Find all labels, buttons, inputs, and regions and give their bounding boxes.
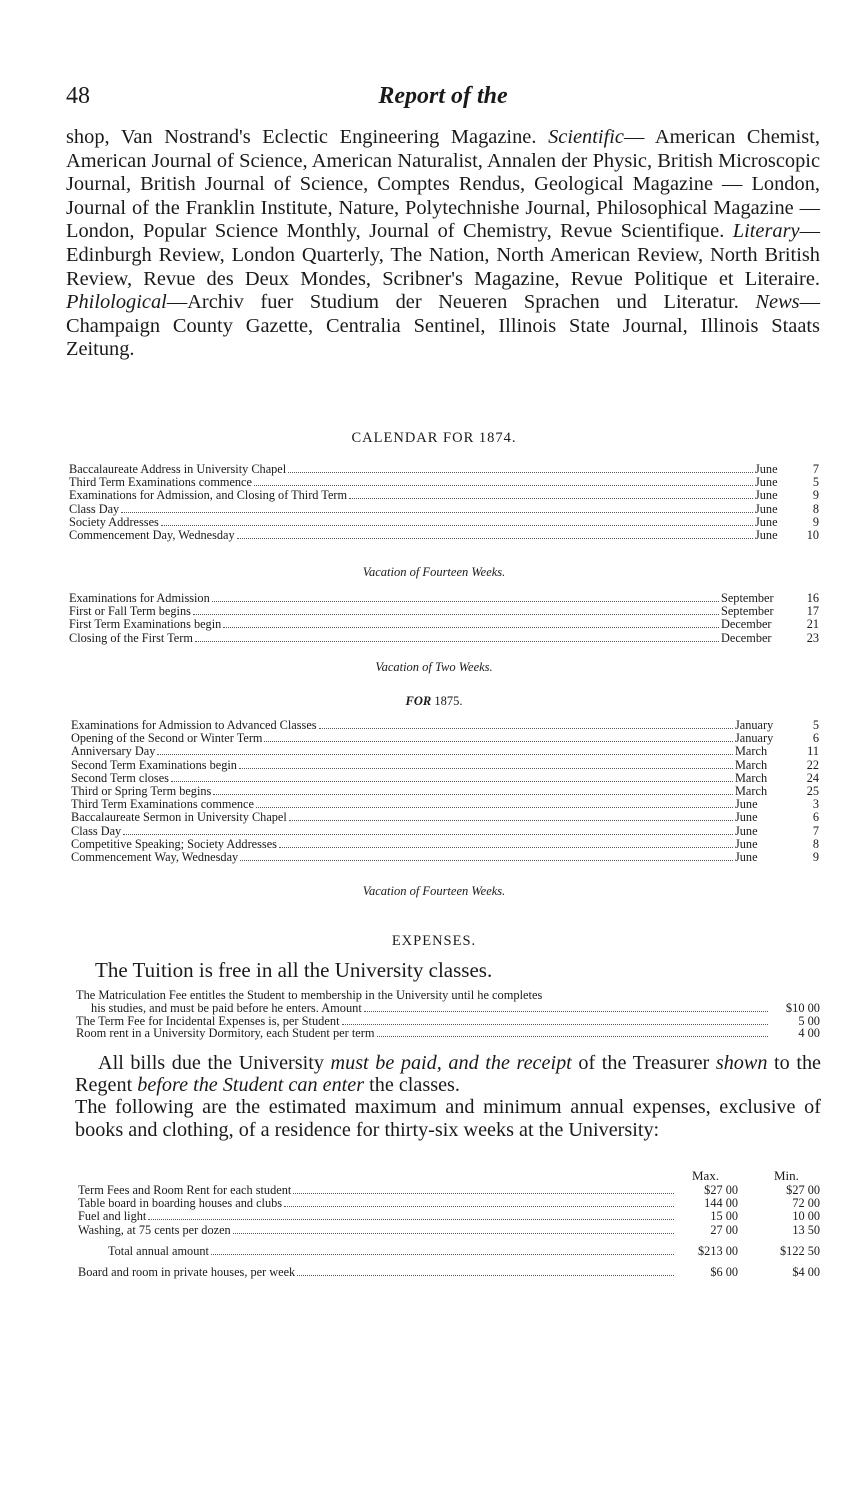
heading-news: News: [755, 291, 800, 314]
for-year: 1875.: [434, 694, 463, 708]
bills-text: the classes.: [364, 1074, 460, 1097]
max-column-header: Max.: [692, 1168, 720, 1183]
event-label: Third Term Examinations commence: [71, 797, 254, 812]
expense-max: $27 00: [704, 1183, 738, 1197]
event-month: June: [755, 514, 778, 529]
calendar-row: [69, 618, 819, 631]
event-month: June: [735, 810, 758, 825]
event-day: 24: [806, 770, 819, 785]
vacation-note: Vacation of Fourteen Weeks.: [362, 884, 506, 898]
fee-label: his studies, and must be paid before he enters. Amount: [91, 1000, 362, 1015]
dot-leader: [256, 798, 733, 808]
dot-leader: [239, 759, 733, 769]
intro-text: —Archiv fuer Studium der Neueren Sprachen und Literatur.: [166, 291, 756, 314]
calendar-1875-list: [71, 719, 819, 864]
event-day: 21: [806, 617, 819, 632]
dot-leader: [377, 1027, 768, 1037]
dot-leader: [213, 785, 733, 795]
event-day: 5: [812, 718, 819, 732]
intro-text: —Champaign County Gazette, Centralia Sentinel, Illinois State Journal, Illinois Staats Zeitung.: [66, 291, 820, 361]
fee-amount: 4 00: [798, 1026, 820, 1041]
event-day: 9: [812, 514, 819, 529]
event-month: June: [735, 797, 758, 812]
event-month: September: [721, 604, 774, 619]
bills-paragraph: [75, 1052, 821, 1141]
heading-literary: Literary: [732, 220, 800, 243]
event-label: Baccalaureate Address in University Chapel: [69, 462, 287, 476]
dot-leader: [223, 618, 719, 628]
event-label: Examinations for Admission, and Closing of Third Term: [69, 488, 348, 503]
dot-leader: [237, 529, 753, 539]
event-label: Competitive Speaking; Society Addresses: [71, 836, 277, 851]
dot-leader: [240, 851, 733, 861]
expense-min: 10 00: [792, 1209, 820, 1224]
intro-text: —Edinburgh Review, London Quarterly, The Nation, North American Review, North British Review, Revue des Deux Mondes, Scribner's Magazine, Revue Politique et Literaire.: [66, 220, 820, 290]
event-label: Second Term closes: [71, 770, 169, 785]
calendar-1875-heading: [0, 694, 868, 709]
bills-text: of the Treasurer: [571, 1052, 716, 1074]
expense-label: Term Fees and Room Rent for each student: [78, 1183, 292, 1197]
heading-philological: Philological: [66, 291, 167, 314]
total-max: $213 00: [698, 1243, 738, 1258]
event-label: Examinations for Admission to Advanced Classes: [71, 718, 317, 732]
expense-row: [78, 1224, 820, 1237]
dot-leader: [254, 476, 753, 486]
calendar-row: [71, 825, 819, 838]
fee-row: [76, 1027, 820, 1040]
event-day: 3: [812, 797, 819, 812]
dot-leader: [193, 605, 719, 615]
calendar-row: [71, 759, 819, 772]
event-day: 25: [806, 783, 819, 798]
event-month: September: [721, 591, 774, 605]
fee-amount: 5 00: [798, 1013, 820, 1028]
event-month: December: [721, 630, 772, 645]
board-max: $6 00: [710, 1264, 738, 1279]
dot-leader: [161, 516, 753, 526]
event-month: December: [721, 617, 772, 632]
event-month: January: [735, 718, 774, 732]
event-day: 7: [812, 823, 819, 838]
event-day: 7: [812, 462, 819, 476]
running-title: Report of the: [378, 83, 508, 109]
dot-leader: [319, 719, 733, 729]
event-day: 6: [812, 731, 819, 746]
page-number: 48: [66, 83, 90, 109]
calendar-row: [69, 632, 819, 645]
event-day: 9: [812, 488, 819, 503]
expense-min: 72 00: [792, 1196, 820, 1211]
dot-leader: [148, 1210, 674, 1220]
event-label: Opening of the Second or Winter Term: [71, 731, 263, 746]
bills-emphasis: must be paid, and the receipt: [330, 1052, 572, 1074]
calendar-fall-list: [69, 592, 819, 645]
dot-leader: [279, 838, 733, 848]
expense-max: 27 00: [710, 1222, 738, 1237]
bills-text: All bills due the University: [98, 1052, 331, 1074]
event-day: 22: [806, 757, 819, 772]
calendar-row: [71, 772, 819, 785]
event-month: June: [735, 836, 758, 851]
event-day: 6: [812, 810, 819, 825]
dot-leader: [212, 592, 719, 602]
board-label: Board and room in private houses, per week: [78, 1264, 296, 1279]
total-label: Total annual amount: [108, 1243, 209, 1258]
dot-leader: [364, 1002, 768, 1012]
dot-leader: [342, 1015, 768, 1025]
dot-leader: [157, 745, 733, 755]
calendar-row: [71, 745, 819, 758]
event-day: 9: [812, 849, 819, 864]
event-label: Commencement Day, Wednesday: [69, 527, 235, 542]
dot-leader: [233, 1224, 674, 1234]
event-label: Class Day: [69, 501, 120, 516]
event-month: June: [755, 462, 778, 476]
periodicals-paragraph: [66, 126, 820, 362]
calendar-row: [71, 851, 819, 864]
dot-leader: [349, 489, 753, 499]
event-day: 8: [812, 501, 819, 516]
calendar-title: CALENDAR FOR 1874.: [351, 430, 517, 446]
expense-board-row: [78, 1266, 820, 1279]
event-month: March: [735, 770, 768, 785]
bills-emphasis: shown: [715, 1052, 768, 1074]
event-month: June: [755, 527, 778, 542]
event-label: First Term Examinations begin: [69, 617, 222, 632]
event-month: March: [735, 757, 768, 772]
fee-label: Room rent in a University Dormitory, each Student per term: [76, 1026, 375, 1041]
expense-label: Fuel and light: [78, 1209, 147, 1224]
event-day: 16: [806, 591, 819, 605]
calendar-row: [71, 732, 819, 745]
event-label: Society Addresses: [69, 514, 159, 529]
event-label: Third or Spring Term begins: [71, 783, 212, 798]
fee-row: [76, 989, 820, 1002]
event-label: Closing of the First Term: [69, 630, 193, 645]
calendar-row: [71, 838, 819, 851]
event-month: June: [755, 488, 778, 503]
event-month: March: [735, 744, 768, 759]
intro-text: shop, Van Nostrand's Eclectic Engineering Magazine.: [66, 126, 549, 148]
dot-leader: [264, 732, 733, 742]
expense-max: 15 00: [710, 1209, 738, 1224]
total-min: $122 50: [780, 1243, 820, 1258]
tuition-statement: The Tuition is free in all the University classes.: [95, 958, 493, 982]
fee-label: The Term Fee for Incidental Expenses is, per Student: [76, 1013, 340, 1028]
dot-leader: [211, 1245, 674, 1255]
calendar-row: [69, 503, 819, 516]
event-label: First or Fall Term begins: [69, 604, 191, 619]
following-paragraph: The following are the estimated maximum and minimum annual expenses, exclusive of books and clothing, of a residence for thirty-six weeks at the University:: [75, 1096, 821, 1141]
vacation-note: Vacation of Fourteen Weeks.: [362, 565, 506, 579]
dot-leader: [297, 1266, 674, 1276]
fee-list: [76, 989, 820, 1040]
expense-total-row: [78, 1245, 820, 1258]
for-word: FOR: [405, 694, 432, 708]
expense-min: $27 00: [786, 1183, 820, 1197]
event-day: 11: [807, 744, 819, 759]
event-month: March: [735, 783, 768, 798]
dot-leader: [195, 632, 719, 642]
event-day: 23: [806, 630, 819, 645]
intro-text: — American Chemist, American Journal of Science, American Naturalist, Annalen der Physic, British Microscopic Journal, British Journal of Science, Comptes Rendus, Geological Magazine — London, Journal of the Franklin Institute, Nature, Polytechnishe Journal, Philosophical Magazine — London, Popular Science Monthly, Journal of Chemistry, Revue Scientifique.: [66, 126, 820, 243]
dot-leader: [171, 772, 733, 782]
running-head: [66, 83, 820, 117]
event-month: June: [735, 849, 758, 864]
event-month: June: [755, 475, 778, 490]
event-month: June: [735, 823, 758, 838]
event-month: January: [735, 731, 774, 746]
fee-label: The Matriculation Fee entitles the Student to membership in the University until he completes: [76, 988, 543, 1002]
event-day: 17: [806, 604, 819, 619]
event-label: Class Day: [71, 823, 122, 838]
expense-row: [78, 1197, 820, 1210]
dot-leader: [284, 1197, 674, 1207]
dot-leader: [289, 811, 733, 821]
event-label: Third Term Examinations commence: [69, 475, 252, 490]
expense-min: 13 50: [792, 1222, 820, 1237]
event-label: Commencement Way, Wednesday: [71, 849, 239, 864]
expenses-title: EXPENSES.: [391, 933, 477, 949]
min-column-header: Min.: [774, 1168, 799, 1183]
event-label: Examinations for Admission: [69, 591, 210, 605]
event-month: June: [755, 501, 778, 516]
event-label: Baccalaureate Sermon in University Chapel: [71, 810, 287, 825]
expense-max: 144 00: [704, 1196, 738, 1211]
event-label: Second Term Examinations begin: [71, 757, 237, 772]
calendar-row: [69, 529, 819, 542]
bills-emphasis: before the Student can enter: [137, 1074, 365, 1097]
fee-row: [76, 1002, 820, 1015]
calendar-row: [69, 516, 819, 529]
expense-row: [78, 1210, 820, 1223]
dot-leader: [121, 503, 753, 513]
expense-list: [78, 1184, 820, 1279]
event-day: 10: [806, 527, 819, 542]
heading-scientific: Scientific: [548, 126, 624, 148]
event-day: 8: [812, 836, 819, 851]
expense-label: Washing, at 75 cents per dozen: [78, 1222, 231, 1237]
expense-label: Table board in boarding houses and clubs: [78, 1196, 283, 1211]
fee-amount: $10 00: [785, 1000, 820, 1015]
board-min: $4 00: [792, 1264, 820, 1279]
calendar-1874-list: [69, 463, 819, 542]
dot-leader: [293, 1184, 674, 1194]
calendar-row: [69, 489, 819, 502]
bills-text: to the Regent: [75, 1052, 821, 1097]
vacation-note: Vacation of Two Weeks.: [375, 660, 493, 674]
event-label: Anniversary Day: [71, 744, 156, 759]
event-day: 5: [812, 475, 819, 490]
dot-leader: [288, 463, 753, 473]
calendar-row: [71, 811, 819, 824]
dot-leader: [123, 825, 733, 835]
